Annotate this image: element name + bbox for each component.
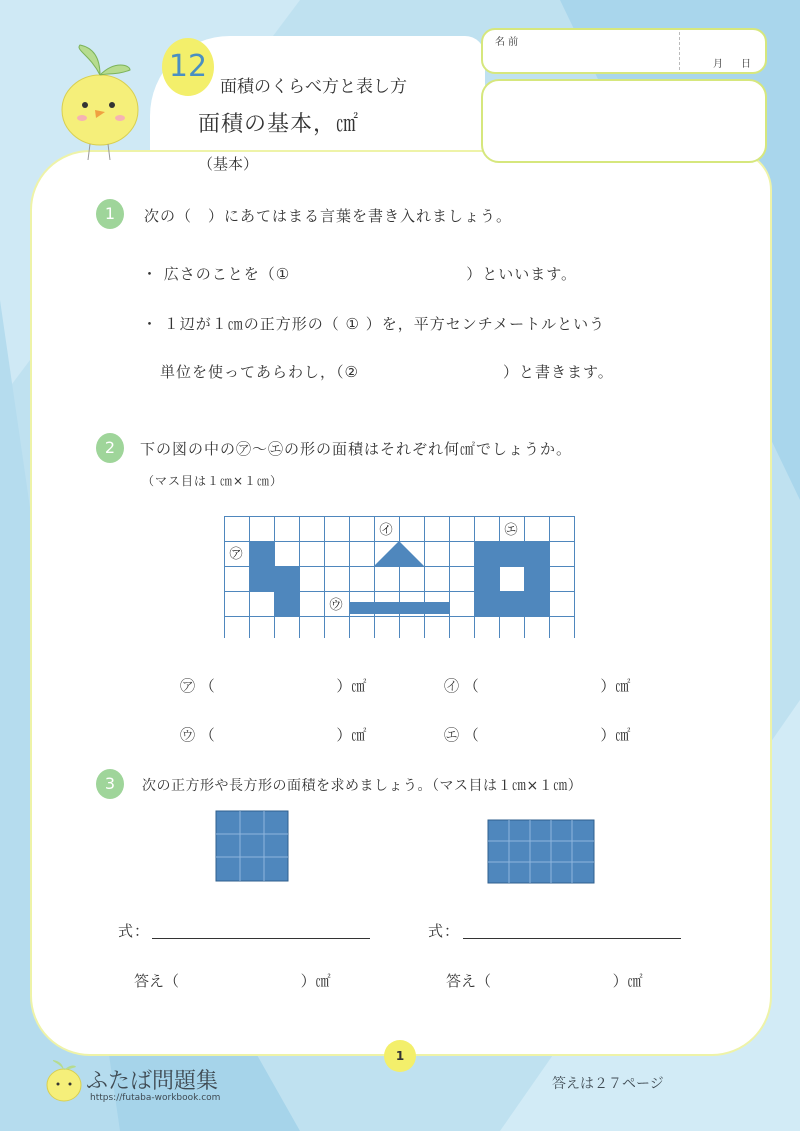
grid-cell <box>225 617 250 639</box>
grid-cell <box>475 517 500 542</box>
grid-cell <box>325 542 350 567</box>
answer-i[interactable] <box>444 675 630 696</box>
question-1-line-1: ・ 広さのことを（① ）といいます。 <box>142 265 578 283</box>
grid-cell <box>350 617 375 639</box>
shape-u <box>349 602 449 614</box>
grid-cell <box>225 592 250 617</box>
grid-cell <box>550 542 575 567</box>
answer-u[interactable] <box>180 724 366 745</box>
grid-cell <box>225 567 250 592</box>
answer-e-label: ㋓ <box>444 726 460 744</box>
question-3-prompt: 次の正方形や長方形の面積を求めましょう。（マス目は１㎝×１㎝） <box>142 778 583 794</box>
grid-cell <box>300 617 325 639</box>
grid-cell <box>550 592 575 617</box>
answer-i-open: （ <box>463 677 479 695</box>
shape-u-label: ㋒ <box>329 598 343 613</box>
grid-cell <box>325 517 350 542</box>
answer-a-label: ㋐ <box>180 677 196 695</box>
grid-cell <box>250 617 275 639</box>
formula-label-left: 式： <box>118 922 151 940</box>
page-number: 1 <box>384 1040 416 1072</box>
rectangle-figure <box>487 819 597 885</box>
grid-cell <box>250 592 275 617</box>
grid-cell <box>500 617 525 639</box>
difficulty-level: （基本） <box>198 155 259 173</box>
formula-input-left[interactable] <box>152 938 370 939</box>
grid-cell <box>300 567 325 592</box>
square-figure <box>215 810 291 884</box>
grid-cell <box>550 617 575 639</box>
mascot-chick-icon <box>40 40 160 170</box>
brand-name: ふたば問題集 <box>86 1069 219 1094</box>
grid-cell <box>275 617 300 639</box>
question-2-badge: 2 <box>96 433 124 463</box>
grid-cell <box>400 617 425 639</box>
grid-cell <box>350 542 375 567</box>
grid-cell <box>450 592 475 617</box>
answer-page-reference: 答えは２７ページ <box>552 1076 664 1092</box>
grid-cell <box>450 542 475 567</box>
grid-cell <box>550 567 575 592</box>
grid-cell <box>425 617 450 639</box>
unit-title: 面積のくらべ方と表し方 <box>220 77 407 97</box>
answer-e[interactable] <box>444 724 630 745</box>
grid-cell <box>525 617 550 639</box>
score-box[interactable] <box>481 79 767 163</box>
answer-square-label: 答え（ <box>134 972 180 990</box>
question-2-prompt: 下の図の中の㋐〜㋓の形の面積はそれぞれ何㎠でしょうか。 <box>140 440 573 458</box>
grid-cell <box>325 567 350 592</box>
name-date-field[interactable] <box>481 28 767 74</box>
answer-u-label: ㋒ <box>180 726 196 744</box>
shape-a-label: ㋐ <box>229 547 243 562</box>
grid-cell <box>275 542 300 567</box>
month-label: 月 <box>713 59 723 70</box>
grid-cell <box>375 617 400 639</box>
question-1-badge: 1 <box>96 199 124 229</box>
answer-u-open: （ <box>199 726 215 744</box>
grid-cell <box>250 517 275 542</box>
grid-cell <box>450 567 475 592</box>
grid-cell <box>425 567 450 592</box>
grid-cell <box>300 592 325 617</box>
grid-cell <box>500 567 525 592</box>
answer-rectangle-unit: ）㎠ <box>612 972 643 990</box>
grid-cell <box>550 517 575 542</box>
name-divider <box>679 32 680 70</box>
shape-i-label: ㋑ <box>379 523 393 538</box>
name-label: 名 前 <box>495 37 519 48</box>
grid-cell <box>400 517 425 542</box>
grid-cell <box>225 517 250 542</box>
formula-label-right: 式： <box>428 922 461 940</box>
grid-cell <box>300 542 325 567</box>
page-title: 面積の基本，㎠ <box>198 112 360 137</box>
question-2-grid-note: （マス目は１㎝×１㎝） <box>142 474 284 488</box>
grid-cell <box>375 567 400 592</box>
grid-cell <box>350 567 375 592</box>
answer-rectangle-label: 答え（ <box>446 972 492 990</box>
answer-u-unit: ）㎠ <box>336 726 367 744</box>
question-3-badge: 3 <box>96 769 124 799</box>
grid-cell <box>450 517 475 542</box>
day-label: 日 <box>741 59 751 70</box>
grid-cell <box>325 617 350 639</box>
grid-cell <box>425 542 450 567</box>
question-2-grid-figure <box>224 516 576 638</box>
formula-input-right[interactable] <box>463 938 681 939</box>
grid-cell <box>275 517 300 542</box>
grid-cell <box>350 517 375 542</box>
grid-cell <box>300 517 325 542</box>
question-1-line-2: ・ １辺が１㎝の正方形の（ ① ）を，平方センチメートルという <box>142 315 606 333</box>
answer-i-label: ㋑ <box>444 677 460 695</box>
answer-a-open: （ <box>199 677 215 695</box>
grid-cell <box>450 617 475 639</box>
answer-a[interactable] <box>180 675 366 696</box>
brand-logo-icon <box>44 1058 84 1104</box>
answer-i-unit: ）㎠ <box>600 677 631 695</box>
brand-url[interactable]: https://futaba-workbook.com <box>90 1093 221 1103</box>
answer-e-unit: ）㎠ <box>600 726 631 744</box>
question-1-prompt: 次の（ ）にあてはまる言葉を書き入れましょう。 <box>144 207 513 225</box>
answer-square-unit: ）㎠ <box>300 972 331 990</box>
grid-cell <box>525 517 550 542</box>
grid-cell <box>425 517 450 542</box>
answer-a-unit: ）㎠ <box>336 677 367 695</box>
question-1-line-3: 単位を使ってあらわし，（② ）と書きます。 <box>160 363 614 381</box>
grid-cell <box>475 617 500 639</box>
answer-square[interactable] <box>134 970 331 991</box>
unit-number-badge: 12 <box>162 38 214 96</box>
shape-e-label: ㋓ <box>504 523 518 538</box>
grid-cell <box>400 567 425 592</box>
answer-rectangle[interactable] <box>446 970 643 991</box>
answer-e-open: （ <box>463 726 479 744</box>
